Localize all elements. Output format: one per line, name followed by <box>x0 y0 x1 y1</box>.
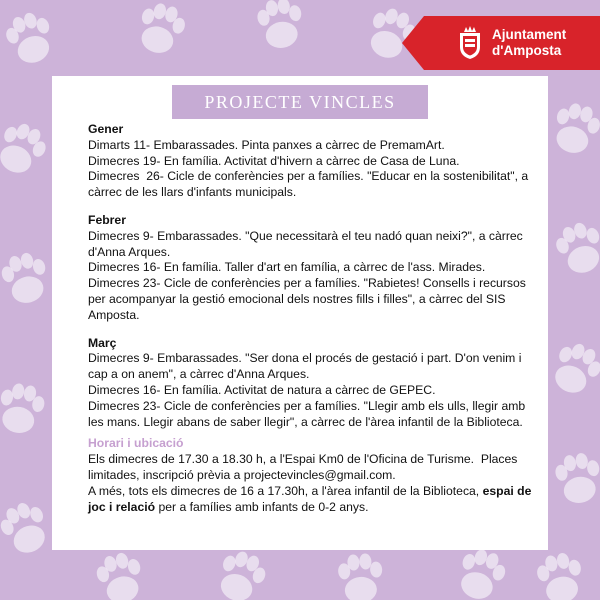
logo-line-1: Ajuntament <box>492 27 567 42</box>
logo-line-2: d'Amposta <box>492 43 562 58</box>
month-heading: Gener <box>88 122 124 136</box>
program-content <box>88 122 535 515</box>
extra-info-bold: espai de joc i relació <box>88 483 535 514</box>
event-line: Dimecres 26- Cicle de conferències per a famílies. "Educar en la sostenibilitat", a càrrec de les llars d'infants municipals. <box>88 169 532 200</box>
program-card <box>52 76 548 550</box>
event-line: Dimecres 16- En família. Activitat de natura a càrrec de GEPEC. <box>88 382 436 397</box>
event-line: Dimecres 9- Embarassades. "Que necessitarà el teu nadó quan neixi?", a càrrec d'Anna Arques. <box>88 228 527 259</box>
event-line: Dimecres 23- Cicle de conferències per a famílies. "Llegir amb els ulls, llegir amb les mans. Llegir abans de saber llegir", a càrrec de l'àrea infantil de la Biblioteca. <box>88 398 529 429</box>
info-heading: Horari i ubicació <box>88 436 184 451</box>
extra-info-pre: A més, tots els dimecres de 16 a 17.30h, a l'àrea infantil de la Biblioteca, <box>88 483 483 498</box>
schedule-text: Els dimecres de 17.30 a 18.30 h, a l'Espai Km0 de l'Oficina de Turisme. Places limitades, inscripció prèvia a projectevincles@gmail.com. <box>88 452 521 482</box>
event-line: Dimecres 9- Embarassades. "Ser dona el procés de gestació i part. D'on venim i cap a on anem", a càrrec d'Anna Arques. <box>88 351 525 382</box>
extra-info-post: per a famílies amb infants de 0-2 anys. <box>155 499 369 514</box>
event-line: Dimecres 19- En família. Activitat d'hivern a càrrec de Casa de Luna. <box>88 153 460 168</box>
event-line: Dimecres 16- En família. Taller d'art en família, a càrrec de l'ass. Mirades. <box>88 260 486 275</box>
event-line: Dimarts 11- Embarassades. Pinta panxes a càrrec de PremamArt. <box>88 137 445 152</box>
extra-info-text <box>88 483 535 516</box>
month-heading: Març <box>88 335 117 350</box>
ajuntament-amposta-logo <box>424 16 600 70</box>
month-heading: Febrer <box>88 212 126 227</box>
event-line: Dimecres 23- Cicle de conferències per a famílies. "Rabietes! Consells i recursos per acompanyar la gestió emocional dels nostres fills i filles", a càrrec del SIS Amposta. <box>88 276 530 322</box>
page-title: PROJECTE VINCLES <box>172 85 428 119</box>
shield-icon <box>456 25 484 61</box>
